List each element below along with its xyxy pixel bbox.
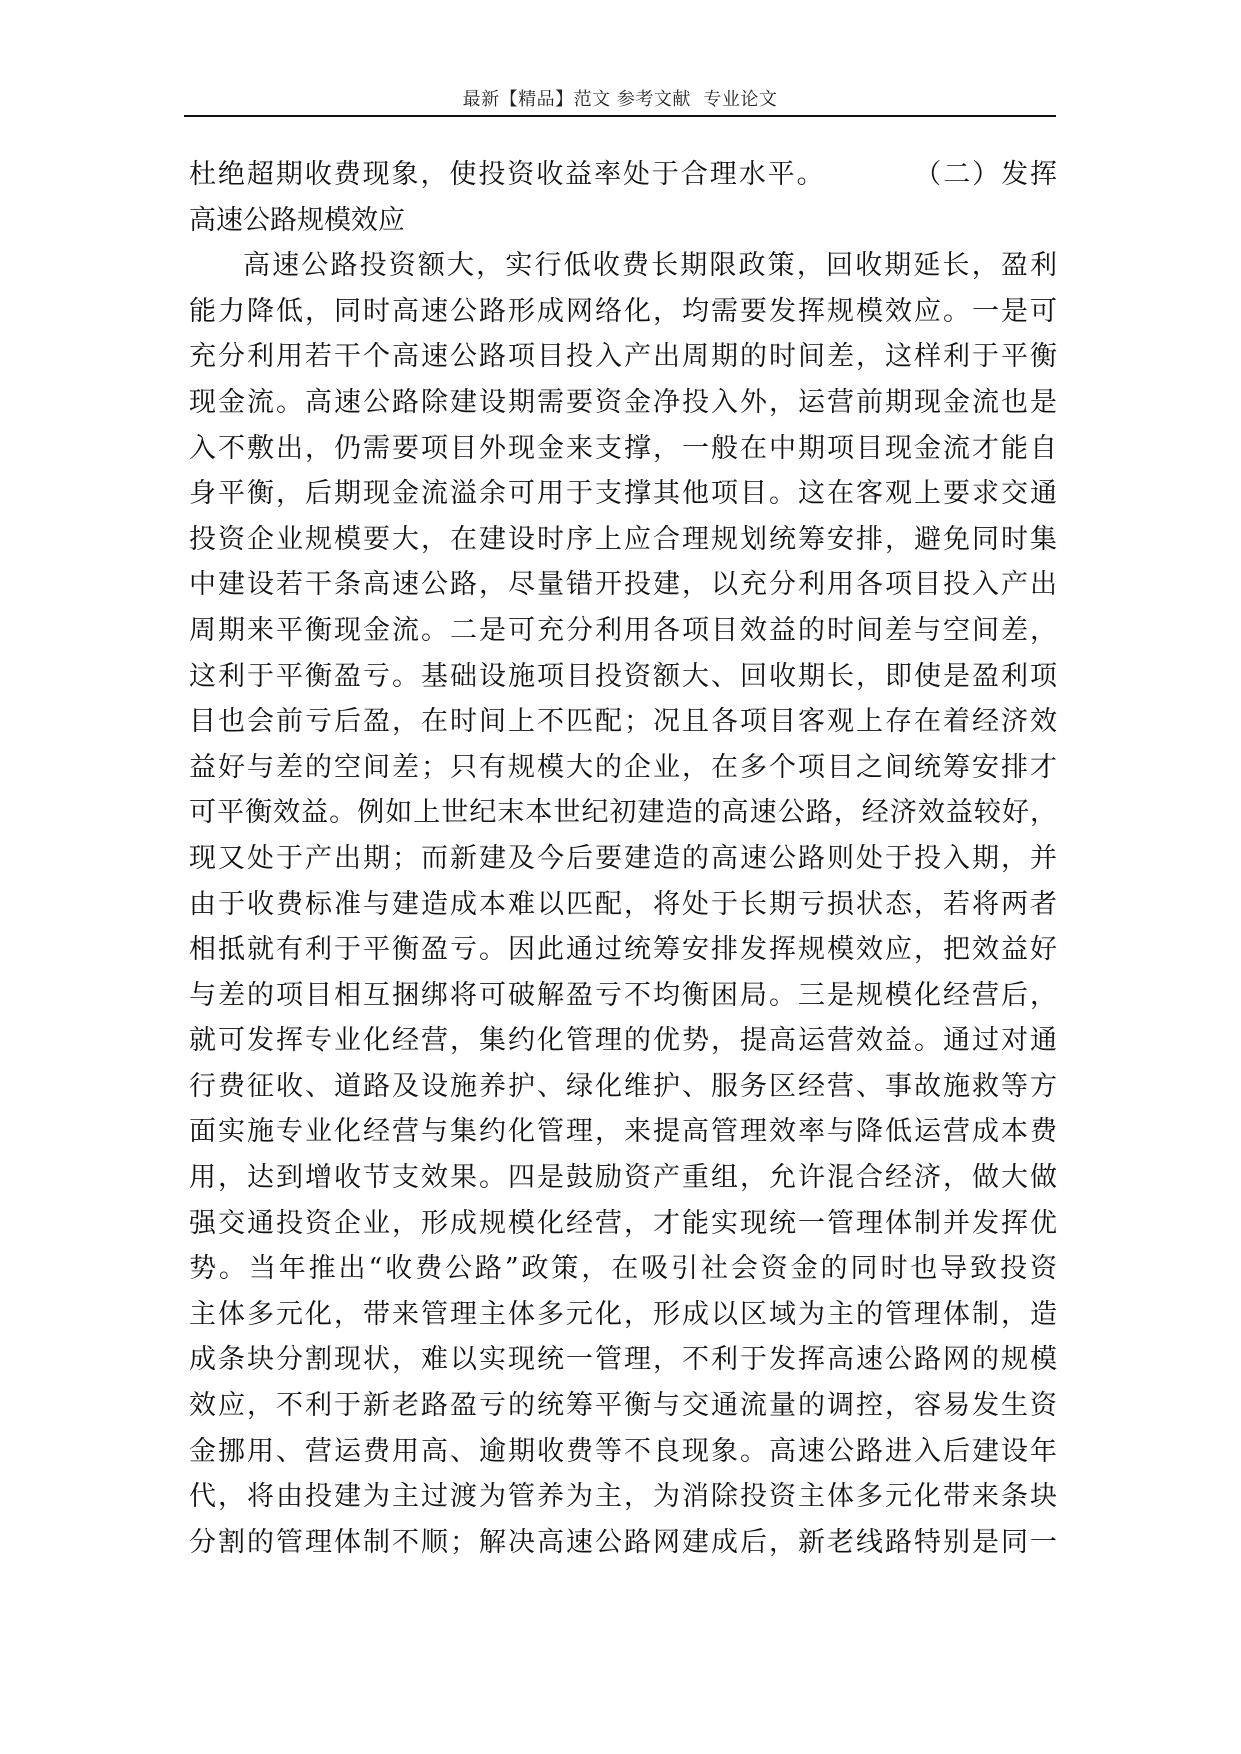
text-line: 这利于平衡盈亏。基础设施项目投资额大、回收期长，即使是盈利项 — [189, 660, 1057, 692]
text-line: 行费征收、道路及设施养护、绿化维护、服务区经营、事故施救等方 — [189, 1070, 1057, 1102]
paragraph-first-line: 高速公路投资额大，实行低收费长期限政策，回收期延长，盈利 — [243, 250, 1057, 282]
text-line: 效应，不利于新老路盈亏的统筹平衡与交通流量的调控，容易发生资 — [189, 1390, 1057, 1422]
text-line: 益好与差的空间差；只有规模大的企业，在多个项目之间统筹安排才 — [189, 751, 1057, 783]
text-line: 相抵就有利于平衡盈亏。因此通过统筹安排发挥规模效应，把效益好 — [189, 934, 1057, 966]
text-line: 高速公路规模效应 — [189, 204, 405, 236]
text-line: 用，达到增收节支效果。四是鼓励资产重组，允许混合经济，做大做 — [189, 1162, 1057, 1194]
text-line: 充分利用若干个高速公路项目投入产出周期的时间差，这样利于平衡 — [189, 341, 1057, 373]
text-line: 金挪用、营运费用高、逾期收费等不良现象。高速公路进入后建设年 — [189, 1435, 1057, 1467]
text-line: 杜绝超期收费现象，使投资收益率处于合理水平。 （二）发挥 — [189, 159, 1057, 190]
header-rule — [184, 115, 1056, 117]
text-line: 由于收费标准与建造成本难以匹配，将处于长期亏损状态，若将两者 — [189, 888, 1057, 920]
text-line: 面实施专业化经营与集约化管理，来提高管理效率与降低运营成本费 — [189, 1116, 1057, 1148]
text-line: 周期来平衡现金流。二是可充分利用各项目效益的时间差与空间差， — [189, 614, 1057, 646]
running-header: 最新【精品】范文 参考文献 专业论文 — [462, 89, 778, 110]
text-line: 现金流。高速公路除建设期需要资金净投入外，运营前期现金流也是 — [189, 386, 1057, 418]
text-line: 代，将由投建为主过渡为管养为主，为消除投资主体多元化带来条块 — [189, 1481, 1057, 1513]
text-line: 势。当年推出“收费公路”政策，在吸引社会资金的同时也导致投资 — [189, 1253, 1057, 1285]
text-line: 身平衡，后期现金流溢余可用于支撑其他项目。这在客观上要求交通 — [189, 478, 1057, 510]
text-line: 分割的管理体制不顺；解决高速公路网建成后，新老线路特别是同一 — [189, 1526, 1057, 1558]
text-line: 投资企业规模要大，在建设时序上应合理规划统筹安排，避免同时集 — [189, 523, 1057, 555]
text-line: 可平衡效益。例如上世纪末本世纪初建造的高速公路，经济效益较好， — [189, 797, 1057, 829]
text-line: 目也会前亏后盈，在时间上不匹配；况且各项目客观上存在着经济效 — [189, 706, 1057, 738]
text-line: 中建设若干条高速公路，尽量错开投建，以充分利用各项目投入产出 — [189, 569, 1057, 601]
text-line: 成条块分割现状，难以实现统一管理，不利于发挥高速公路网的规模 — [189, 1344, 1057, 1376]
text-line: 主体多元化，带来管理主体多元化，形成以区域为主的管理体制，造 — [189, 1298, 1057, 1330]
text-line: 就可发挥专业化经营，集约化管理的优势，提高运营效益。通过对通 — [189, 1025, 1057, 1057]
text-line: 能力降低，同时高速公路形成网络化，均需要发挥规模效应。一是可 — [189, 295, 1057, 327]
text-line: 与差的项目相互捆绑将可破解盈亏不均衡困局。三是规模化经营后， — [189, 979, 1057, 1011]
text-line: 现又处于产出期；而新建及今后要建造的高速公路则处于投入期，并 — [189, 842, 1057, 874]
body-text — [189, 152, 1057, 1565]
text-line: 强交通投资企业，形成规模化经营，才能实现统一管理体制并发挥优 — [189, 1207, 1057, 1239]
text-line: 入不敷出，仍需要项目外现金来支撑，一般在中期项目现金流才能自 — [189, 432, 1057, 464]
